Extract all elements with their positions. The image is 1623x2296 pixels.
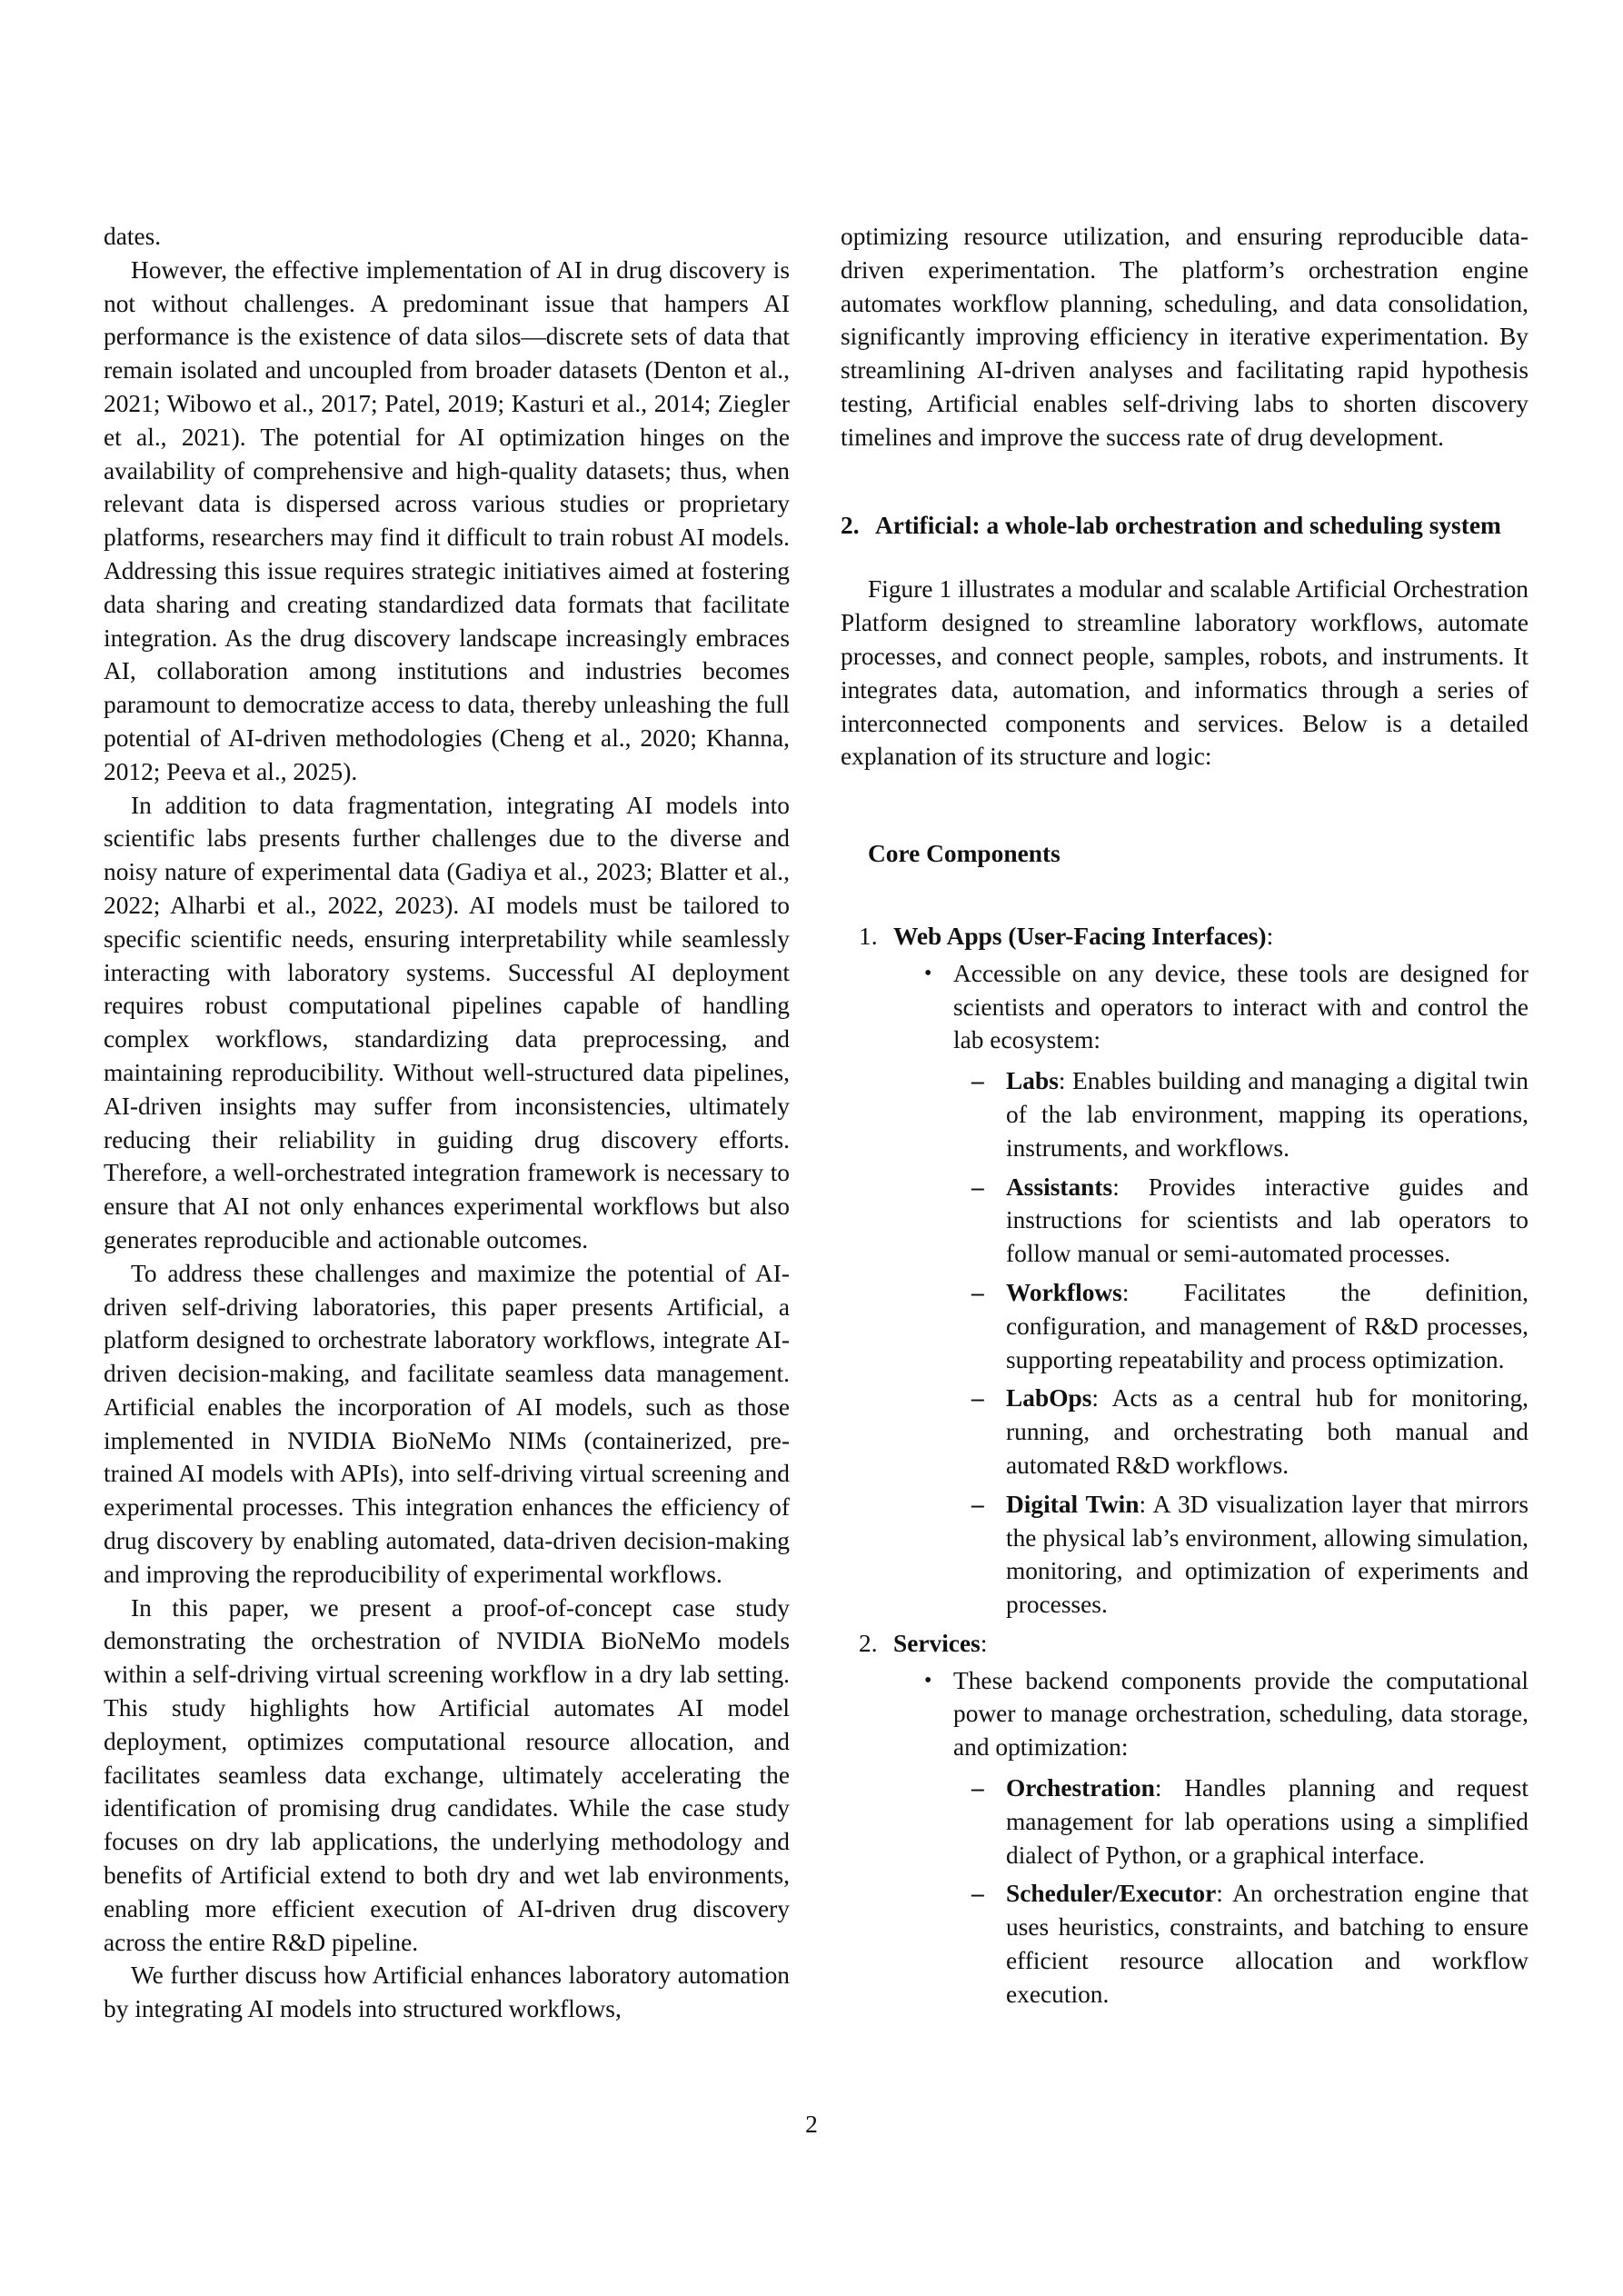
list-item-services — [841, 1627, 1528, 2011]
list-item-web-apps — [841, 920, 1528, 1622]
list-item-title: Services — [893, 1629, 981, 1657]
dash-list — [953, 1772, 1528, 2011]
paragraph-continuation-right: optimizing resource utilization, and ensuring reproducible data-driven experimentation. The platform’s orchestration engine automates workflow planning, scheduling, and data consolidation, significantly improving efficiency in iterative experimentation. By streamlining AI-driven analyses and facilitating rapid hypothesis testing, Artificial enables self-driving labs to shorten discovery timelines and improve the success rate of drug development. — [841, 223, 1528, 451]
core-components-heading: Core Components — [868, 840, 1060, 868]
paragraph-artificial-platform: To address these challenges and maximize the potential of AI-driven self-driving laboratories, this paper presents Artificial, a platform designed to orchestrate laboratory workflows, integrate AI-driven decision-making, and facilitate seamless data management. Artificial enables the incorporation of AI models, such as those implemented in NVIDIA BioNeMo NIMs (containerized, pre-trained AI models with APIs), into self-driving virtual screening and experimental processes. This integration enhances the efficiency of drug discovery by enabling automated, data-driven decision-making and improving the reproducibility of experimental workflows. — [104, 1259, 790, 1588]
dash-desc: : Facilitates the definition, configuration, and management of R&D processes, supporting repeatability and process optimization. — [1006, 1278, 1528, 1373]
dash-desc: : Acts as a central hub for monitoring, running, and orchestrating both manual and automated R&D workflows. — [1006, 1384, 1528, 1479]
list-item-suffix: : — [1266, 922, 1274, 950]
dash-term: Orchestration — [1006, 1774, 1155, 1802]
bullet-icon: • — [924, 961, 932, 985]
dash-item-assistants — [953, 1171, 1528, 1271]
dash-item-workflows — [953, 1276, 1528, 1376]
right-column — [841, 220, 1528, 2017]
dash-icon: – — [971, 1880, 984, 1908]
bullet-icon: • — [924, 1668, 932, 1692]
dash-item-labops — [953, 1382, 1528, 1482]
section-number: 2. — [841, 511, 860, 539]
dash-item-orchestration — [953, 1772, 1528, 1872]
dash-item-digital-twin — [953, 1488, 1528, 1622]
left-column — [104, 220, 790, 2026]
bullet-list — [893, 1664, 1528, 2011]
dash-term: Scheduler/Executor — [1006, 1880, 1217, 1908]
dash-icon: – — [971, 1278, 984, 1306]
dash-icon: – — [971, 1774, 984, 1802]
bullet-list — [893, 957, 1528, 1622]
page-number: 2 — [805, 2111, 818, 2138]
list-item-title: Web Apps (User-Facing Interfaces) — [893, 922, 1267, 950]
paragraph-case-study: In this paper, we present a proof-of-concept case study demonstrating the orchestration of NVIDIA BioNeMo models within a self-driving virtual screening workflow in a dry lab setting. This study highlights how Artificial automates AI model deployment, optimizes computational resource allocation, and facilitates seamless data exchange, ultimately accelerating the identification of promising drug candidates. While the case study focuses on dry lab applications, the underlying methodology and benefits of Artificial extend to both dry and wet lab environments, enabling more efficient execution of AI-driven drug discovery across the entire R&D pipeline. — [104, 1593, 790, 1956]
dash-icon: – — [971, 1067, 984, 1095]
dash-term: Assistants — [1006, 1173, 1113, 1201]
dash-icon: – — [971, 1384, 984, 1413]
paragraph-further-discussion: We further discuss how Artificial enhances laboratory automation by integrating AI models into structured workflows, — [104, 1962, 790, 2023]
dash-desc: : Enables building and managing a digital twin of the lab environment, mapping its operations, instruments, and workflows. — [1006, 1067, 1528, 1162]
dash-term: Workflows — [1006, 1278, 1122, 1306]
paragraph-data-silos: However, the effective implementation of AI in drug discovery is not without challenges. A predominant issue that hampers AI performance is the existence of data silos—discrete sets of data that remain isolated and uncoupled from broader datasets (Denton et al., 2021; Wibowo et al., 2017; Patel, 2019; Kasturi et al., 2014; Ziegler et al., 2021). The potential for AI optimization hinges on the availability of comprehensive and high-quality datasets; thus, when relevant data is dispersed across various studies or proprietary platforms, researchers may find it difficult to train robust AI models. Addressing this issue requires strategic initiatives aimed at fostering data sharing and creating standardized data formats that facilitate integration. As the drug discovery landscape increasingly embraces AI, collaboration among institutions and industries becomes paramount to democratize access to data, thereby unleashing the full potential of AI-driven methodologies (Cheng et al., 2020; Khanna, 2012; Peeva et al., 2025). — [104, 255, 790, 785]
dash-list — [953, 1064, 1528, 1622]
section-heading — [841, 509, 1528, 543]
dash-item-labs — [953, 1064, 1528, 1164]
bullet-text: These backend components provide the computational power to manage orchestration, scheduling, data storage, and optimization: — [953, 1666, 1528, 1762]
core-components-list — [841, 920, 1528, 2011]
dash-term: Digital Twin — [1006, 1490, 1140, 1518]
dash-desc: : A 3D visualization layer that mirrors the physical lab’s environment, allowing simulation, monitoring, and optimization of experiments and processes. — [1006, 1490, 1528, 1619]
bullet-text: Accessible on any device, these tools are designed for scientists and operators to interact with and control the lab ecosystem: — [953, 959, 1528, 1054]
list-item-suffix: : — [980, 1629, 988, 1657]
dash-item-scheduler — [953, 1877, 1528, 2011]
dash-term: Labs — [1006, 1067, 1059, 1095]
dash-icon: – — [971, 1173, 984, 1201]
list-marker: 1. — [859, 922, 878, 950]
section-title: Artificial: a whole-lab orchestration and scheduling system — [875, 511, 1501, 539]
section-intro-paragraph: Figure 1 illustrates a modular and scalable Artificial Orchestration Platform designed to streamline laboratory workflows, automate processes, and connect people, samples, robots, and instruments. It integrates data, automation, and informatics through a series of interconnected components and services. Below is a detailed explanation of its structure and logic: — [841, 575, 1528, 771]
dash-term: LabOps — [1006, 1384, 1092, 1413]
dash-desc: : Handles planning and request management for lab operations using a simplified dialect of Python, or a graphical interface. — [1006, 1774, 1528, 1869]
dash-desc: : An orchestration engine that uses heuristics, constraints, and batching to ensure efficient resource allocation and workflow execution. — [1006, 1880, 1528, 2008]
list-marker: 2. — [859, 1629, 878, 1657]
dash-desc: : Provides interactive guides and instructions for scientists and lab operators to follow manual or semi-automated processes. — [1006, 1173, 1528, 1268]
bullet-item — [893, 1664, 1528, 2011]
paragraph-data-fragmentation: In addition to data fragmentation, integrating AI models into scientific labs presents further challenges due to the diverse and noisy nature of experimental data (Gadiya et al., 2023; Blatter et al., 2022; Alharbi et al., 2022, 2023). AI models must be tailored to specific scientific needs, ensuring interpretability while seamlessly interacting with laboratory systems. Successful AI deployment requires robust computational pipelines capable of handling complex workflows, standardizing data preprocessing, and maintaining reproducibility. Without well-structured data pipelines, AI-driven insights may suffer from inconsistencies, ultimately reducing their reliability in guiding drug discovery efforts. Therefore, a well-orchestrated integration framework is necessary to ensure that AI not only enhances experimental workflows but also generates reproducible and actionable outcomes. — [104, 791, 790, 1253]
paragraph-continuation: dates. — [104, 223, 162, 250]
bullet-item — [893, 957, 1528, 1622]
dash-icon: – — [971, 1490, 984, 1518]
